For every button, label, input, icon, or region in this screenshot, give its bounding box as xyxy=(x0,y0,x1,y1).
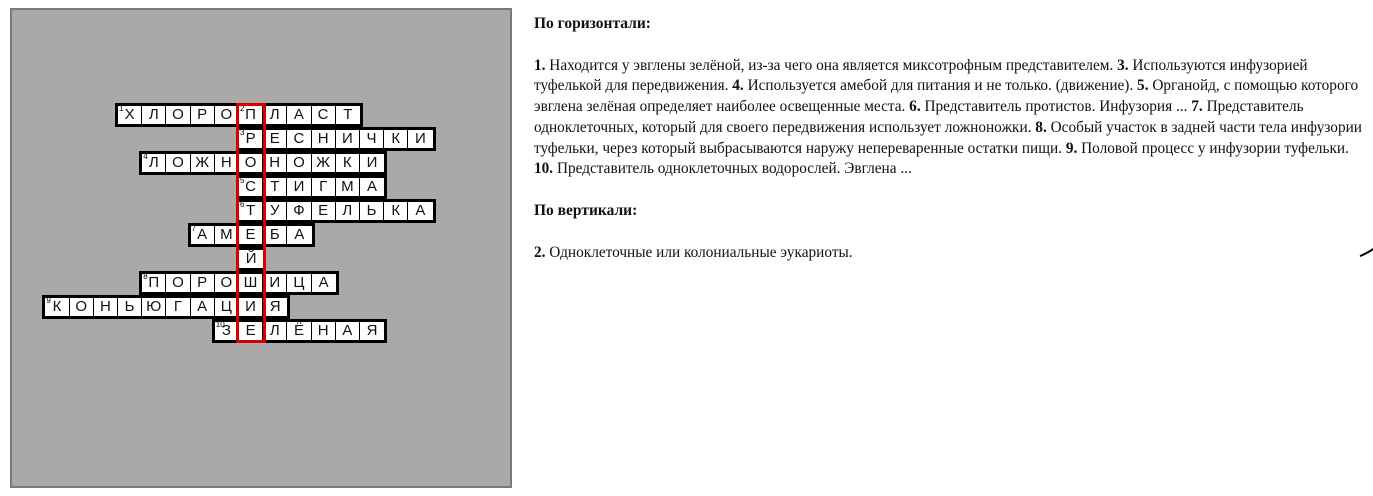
clue-text: Используются инфузорией туфелькой для передвижения. xyxy=(534,56,1308,95)
clue-text: Половой процесс у инфузории туфельки. xyxy=(1077,139,1349,157)
crossword-cell[interactable] xyxy=(360,178,384,196)
clue-item xyxy=(534,244,853,261)
cell-letter: Ф xyxy=(293,202,305,219)
cell-letter: И xyxy=(341,130,353,147)
crossword-cell[interactable] xyxy=(70,298,94,316)
crossword-cell[interactable] xyxy=(239,274,263,292)
cell-letter: К xyxy=(391,130,401,147)
crossword-cell[interactable] xyxy=(287,322,311,340)
cell-number: 1 xyxy=(119,104,124,113)
clue-text: Особый участок в задней части тела инфузории туфельки, через который выбрасываются наружу непереваренные остатки пищи. xyxy=(534,118,1362,157)
crossword-row xyxy=(139,271,339,295)
cell-letter: Ь xyxy=(124,298,135,315)
clue-number: 8. xyxy=(1035,118,1047,136)
crossword-cell[interactable] xyxy=(312,178,336,196)
cell-letter: Р xyxy=(197,106,208,123)
cell-letter: А xyxy=(197,226,208,243)
crossword-cell[interactable] xyxy=(287,202,311,220)
cell-letter: А xyxy=(367,178,378,195)
crossword-cell[interactable] xyxy=(191,226,215,244)
cell-letter: О xyxy=(75,298,87,315)
cell-letter: И xyxy=(293,178,305,195)
cell-letter: Е xyxy=(245,226,256,243)
crossword-row xyxy=(115,103,363,127)
cell-letter: Р xyxy=(197,274,208,291)
cell-letter: И xyxy=(366,154,378,171)
crossword-cell[interactable] xyxy=(263,154,287,172)
crossword-row xyxy=(212,319,387,343)
cell-letter: П xyxy=(245,106,256,123)
cell-letter: Т xyxy=(246,202,256,219)
crossword-cell[interactable] xyxy=(215,274,239,292)
cell-letter: Х xyxy=(124,106,135,123)
crossword-cell[interactable] xyxy=(312,154,336,172)
clue-item xyxy=(534,57,1117,74)
cell-letter: О xyxy=(244,154,257,171)
cell-letter: И xyxy=(415,130,426,147)
cell-letter: Ж xyxy=(316,154,331,171)
clue-text: Используется амебой для питания и не только. (движение). xyxy=(743,77,1138,95)
cell-letter: Т xyxy=(270,178,280,195)
crossword-cell[interactable] xyxy=(215,154,239,172)
cell-letter: А xyxy=(342,322,353,339)
clue-number: 7. xyxy=(1191,98,1203,116)
cell-letter: М xyxy=(220,226,233,243)
cell-number: 5 xyxy=(240,176,245,185)
crossword-cell[interactable] xyxy=(287,106,311,124)
crossword-row xyxy=(139,151,387,175)
crossword-cell[interactable] xyxy=(263,106,287,124)
crossword-cell[interactable] xyxy=(384,130,408,148)
crossword-cell[interactable] xyxy=(239,178,263,196)
crossword-cell[interactable] xyxy=(239,130,263,148)
crossword-row xyxy=(236,175,387,199)
cell-letter: З xyxy=(221,322,231,339)
clue-number: 3. xyxy=(1117,56,1129,74)
down-heading: По вертикали: xyxy=(534,201,638,219)
cell-letter: Л xyxy=(269,322,280,339)
cell-letter: К xyxy=(342,154,352,171)
crossword-cell[interactable] xyxy=(360,154,384,172)
crossword-cell[interactable] xyxy=(191,106,215,124)
clue-number: 10. xyxy=(534,160,554,178)
crossword-row xyxy=(236,199,436,223)
cell-letter: Г xyxy=(319,178,328,195)
clue-item xyxy=(909,98,1191,115)
crossword-cell[interactable] xyxy=(142,154,166,172)
cell-letter: Е xyxy=(245,322,256,339)
cell-letter: Ь xyxy=(366,202,377,219)
clue-number: 4. xyxy=(732,77,744,95)
crossword-cell[interactable] xyxy=(166,106,190,124)
cell-letter: Л xyxy=(269,106,280,123)
clue-number: 9. xyxy=(1065,139,1078,157)
cell-letter: Н xyxy=(269,154,281,171)
crossword-cell[interactable] xyxy=(215,298,239,316)
cell-letter: А xyxy=(415,202,426,219)
crossword-cell[interactable] xyxy=(336,106,360,124)
cell-letter: Н xyxy=(99,298,111,315)
cell-letter: О xyxy=(220,106,233,123)
cell-letter: Е xyxy=(318,202,329,219)
cell-letter: О xyxy=(172,274,184,291)
crossword-cell[interactable] xyxy=(263,226,287,244)
cell-letter: Б xyxy=(269,226,280,243)
crossword-cell[interactable] xyxy=(360,130,384,148)
crossword-cell[interactable] xyxy=(263,202,287,220)
cell-letter: Я xyxy=(366,322,378,339)
cell-letter: Л xyxy=(148,106,159,123)
cell-letter: О xyxy=(172,154,184,171)
crossword-cell[interactable] xyxy=(239,322,263,340)
cell-letter: А xyxy=(197,298,208,315)
cell-letter: Я xyxy=(269,298,281,315)
crossword-cell[interactable] xyxy=(312,202,336,220)
clues-panel xyxy=(534,14,1364,263)
crossword-cell[interactable] xyxy=(191,154,215,172)
crossword-cell[interactable] xyxy=(336,202,360,220)
cell-letter: Т xyxy=(343,106,353,123)
pen-stroke-mark xyxy=(1358,244,1373,258)
clue-item xyxy=(534,160,912,177)
crossword-cell[interactable] xyxy=(336,322,360,340)
clue-text: Одноклеточные или колониальные эукариоты. xyxy=(545,243,853,261)
cell-letter: Е xyxy=(269,130,280,147)
cell-letter: О xyxy=(293,154,305,171)
clue-number: 6. xyxy=(909,98,921,116)
cell-letter: Л xyxy=(342,202,353,219)
crossword-cell[interactable] xyxy=(336,130,360,148)
cell-letter: С xyxy=(293,130,305,147)
cell-number: 4 xyxy=(143,152,148,161)
cell-letter: М xyxy=(341,178,354,195)
cell-letter: К xyxy=(391,202,401,219)
crossword-cell[interactable] xyxy=(215,226,239,244)
crossword-cell[interactable] xyxy=(312,106,336,124)
cell-number: 6 xyxy=(240,200,245,209)
clue-text: Органойд, с помощью которого эвглена зелёная определяет наиболее освещенные места. xyxy=(534,77,1359,116)
crossword-cell[interactable] xyxy=(239,154,263,172)
crossword-cell[interactable] xyxy=(118,298,142,316)
cell-letter: Й xyxy=(245,250,257,267)
crossword-cell[interactable] xyxy=(239,106,263,124)
cell-letter: Ч xyxy=(366,130,377,147)
crossword-board xyxy=(10,8,512,488)
crossword-cell[interactable] xyxy=(312,322,336,340)
down-clues xyxy=(534,243,1364,264)
cell-letter: А xyxy=(293,106,304,123)
crossword-cell[interactable] xyxy=(166,274,190,292)
crossword-cell[interactable] xyxy=(408,202,432,220)
cell-letter: Ц xyxy=(220,298,232,315)
cell-letter: К xyxy=(52,298,62,315)
crossword-cell[interactable] xyxy=(94,298,118,316)
across-clues xyxy=(534,56,1364,180)
crossword-cell[interactable] xyxy=(312,130,336,148)
cell-letter: Ж xyxy=(195,154,210,171)
cell-letter: Ш xyxy=(243,274,258,291)
cell-number: 10 xyxy=(215,320,225,329)
crossword-cell[interactable] xyxy=(263,298,287,316)
cell-letter: Ё xyxy=(293,322,304,339)
crossword-cell[interactable] xyxy=(287,130,311,148)
crossword-cell[interactable] xyxy=(166,298,190,316)
crossword-cell[interactable] xyxy=(360,322,384,340)
cell-number: 2 xyxy=(239,104,245,113)
cell-letter: У xyxy=(270,202,280,219)
crossword-row xyxy=(42,295,290,319)
crossword-row xyxy=(188,223,315,247)
cell-letter: Н xyxy=(317,322,329,339)
crossword-cell[interactable] xyxy=(336,178,360,196)
cell-letter: О xyxy=(172,106,184,123)
cell-letter: Ц xyxy=(293,274,305,291)
crossword-cell[interactable] xyxy=(263,322,287,340)
crossword-cell[interactable] xyxy=(312,274,336,292)
clue-text: Находится у эвглены зелёной, из-за чего она является миксотрофным представителем. xyxy=(545,56,1118,74)
cell-number: 8 xyxy=(143,272,148,281)
crossword-cell[interactable] xyxy=(142,298,166,316)
cell-letter: С xyxy=(317,106,329,123)
crossword-cell[interactable] xyxy=(239,250,263,268)
cell-letter: Р xyxy=(245,130,256,147)
crossword-cell[interactable] xyxy=(408,130,432,148)
crossword-cell[interactable] xyxy=(191,298,215,316)
crossword-cell[interactable] xyxy=(239,202,263,220)
across-heading: По горизонтали: xyxy=(534,15,651,32)
cell-letter: Ю xyxy=(146,298,162,315)
clue-item xyxy=(1066,140,1349,157)
cell-letter: И xyxy=(269,274,281,291)
crossword-cell[interactable] xyxy=(118,106,142,124)
crossword-cell[interactable] xyxy=(215,322,239,340)
crossword-cell[interactable] xyxy=(360,202,384,220)
crossword-cell[interactable] xyxy=(142,106,166,124)
cell-letter: Н xyxy=(317,130,329,147)
cell-letter: Л xyxy=(148,154,159,171)
crossword-cell[interactable] xyxy=(384,202,408,220)
cell-number: 3 xyxy=(240,128,245,137)
crossword-row xyxy=(236,127,436,151)
crossword-row xyxy=(236,247,266,271)
crossword-cell[interactable] xyxy=(263,130,287,148)
cell-letter: И xyxy=(245,298,256,315)
cell-letter: О xyxy=(220,274,233,291)
crossword-cell[interactable] xyxy=(45,298,69,316)
cell-number: 9 xyxy=(46,296,51,305)
clue-text: Представитель одноклеточных водорослей. Эвглена ... xyxy=(553,160,912,178)
clue-item xyxy=(732,77,1137,94)
clue-number: 1. xyxy=(534,56,546,74)
cell-letter: С xyxy=(245,178,257,195)
clue-text: Представитель протистов. Инфузория ... xyxy=(920,98,1192,116)
crossword-cell[interactable] xyxy=(191,274,215,292)
cell-letter: А xyxy=(318,274,329,291)
clue-number: 5. xyxy=(1137,77,1149,95)
clue-number: 2. xyxy=(534,243,546,261)
cell-letter: П xyxy=(148,274,160,291)
cell-number: 7 xyxy=(191,224,197,233)
crossword-cell[interactable] xyxy=(166,154,190,172)
cell-letter: Н xyxy=(220,154,232,171)
cell-letter: А xyxy=(294,226,305,243)
crossword-cell[interactable] xyxy=(263,274,287,292)
crossword-cell[interactable] xyxy=(215,106,239,124)
crossword-cell[interactable] xyxy=(287,226,311,244)
crossword-cell[interactable] xyxy=(336,154,360,172)
clue-text: Представитель одноклеточных, который для своего передвижения использует ложноножки. xyxy=(534,98,1304,136)
crossword-cell[interactable] xyxy=(142,274,166,292)
crossword-cell[interactable] xyxy=(287,274,311,292)
crossword-cell[interactable] xyxy=(287,178,311,196)
crossword-cell[interactable] xyxy=(239,298,263,316)
crossword-cell[interactable] xyxy=(287,154,311,172)
crossword-cell[interactable] xyxy=(263,178,287,196)
cell-letter: Г xyxy=(173,298,182,315)
crossword-cell[interactable] xyxy=(239,226,263,244)
